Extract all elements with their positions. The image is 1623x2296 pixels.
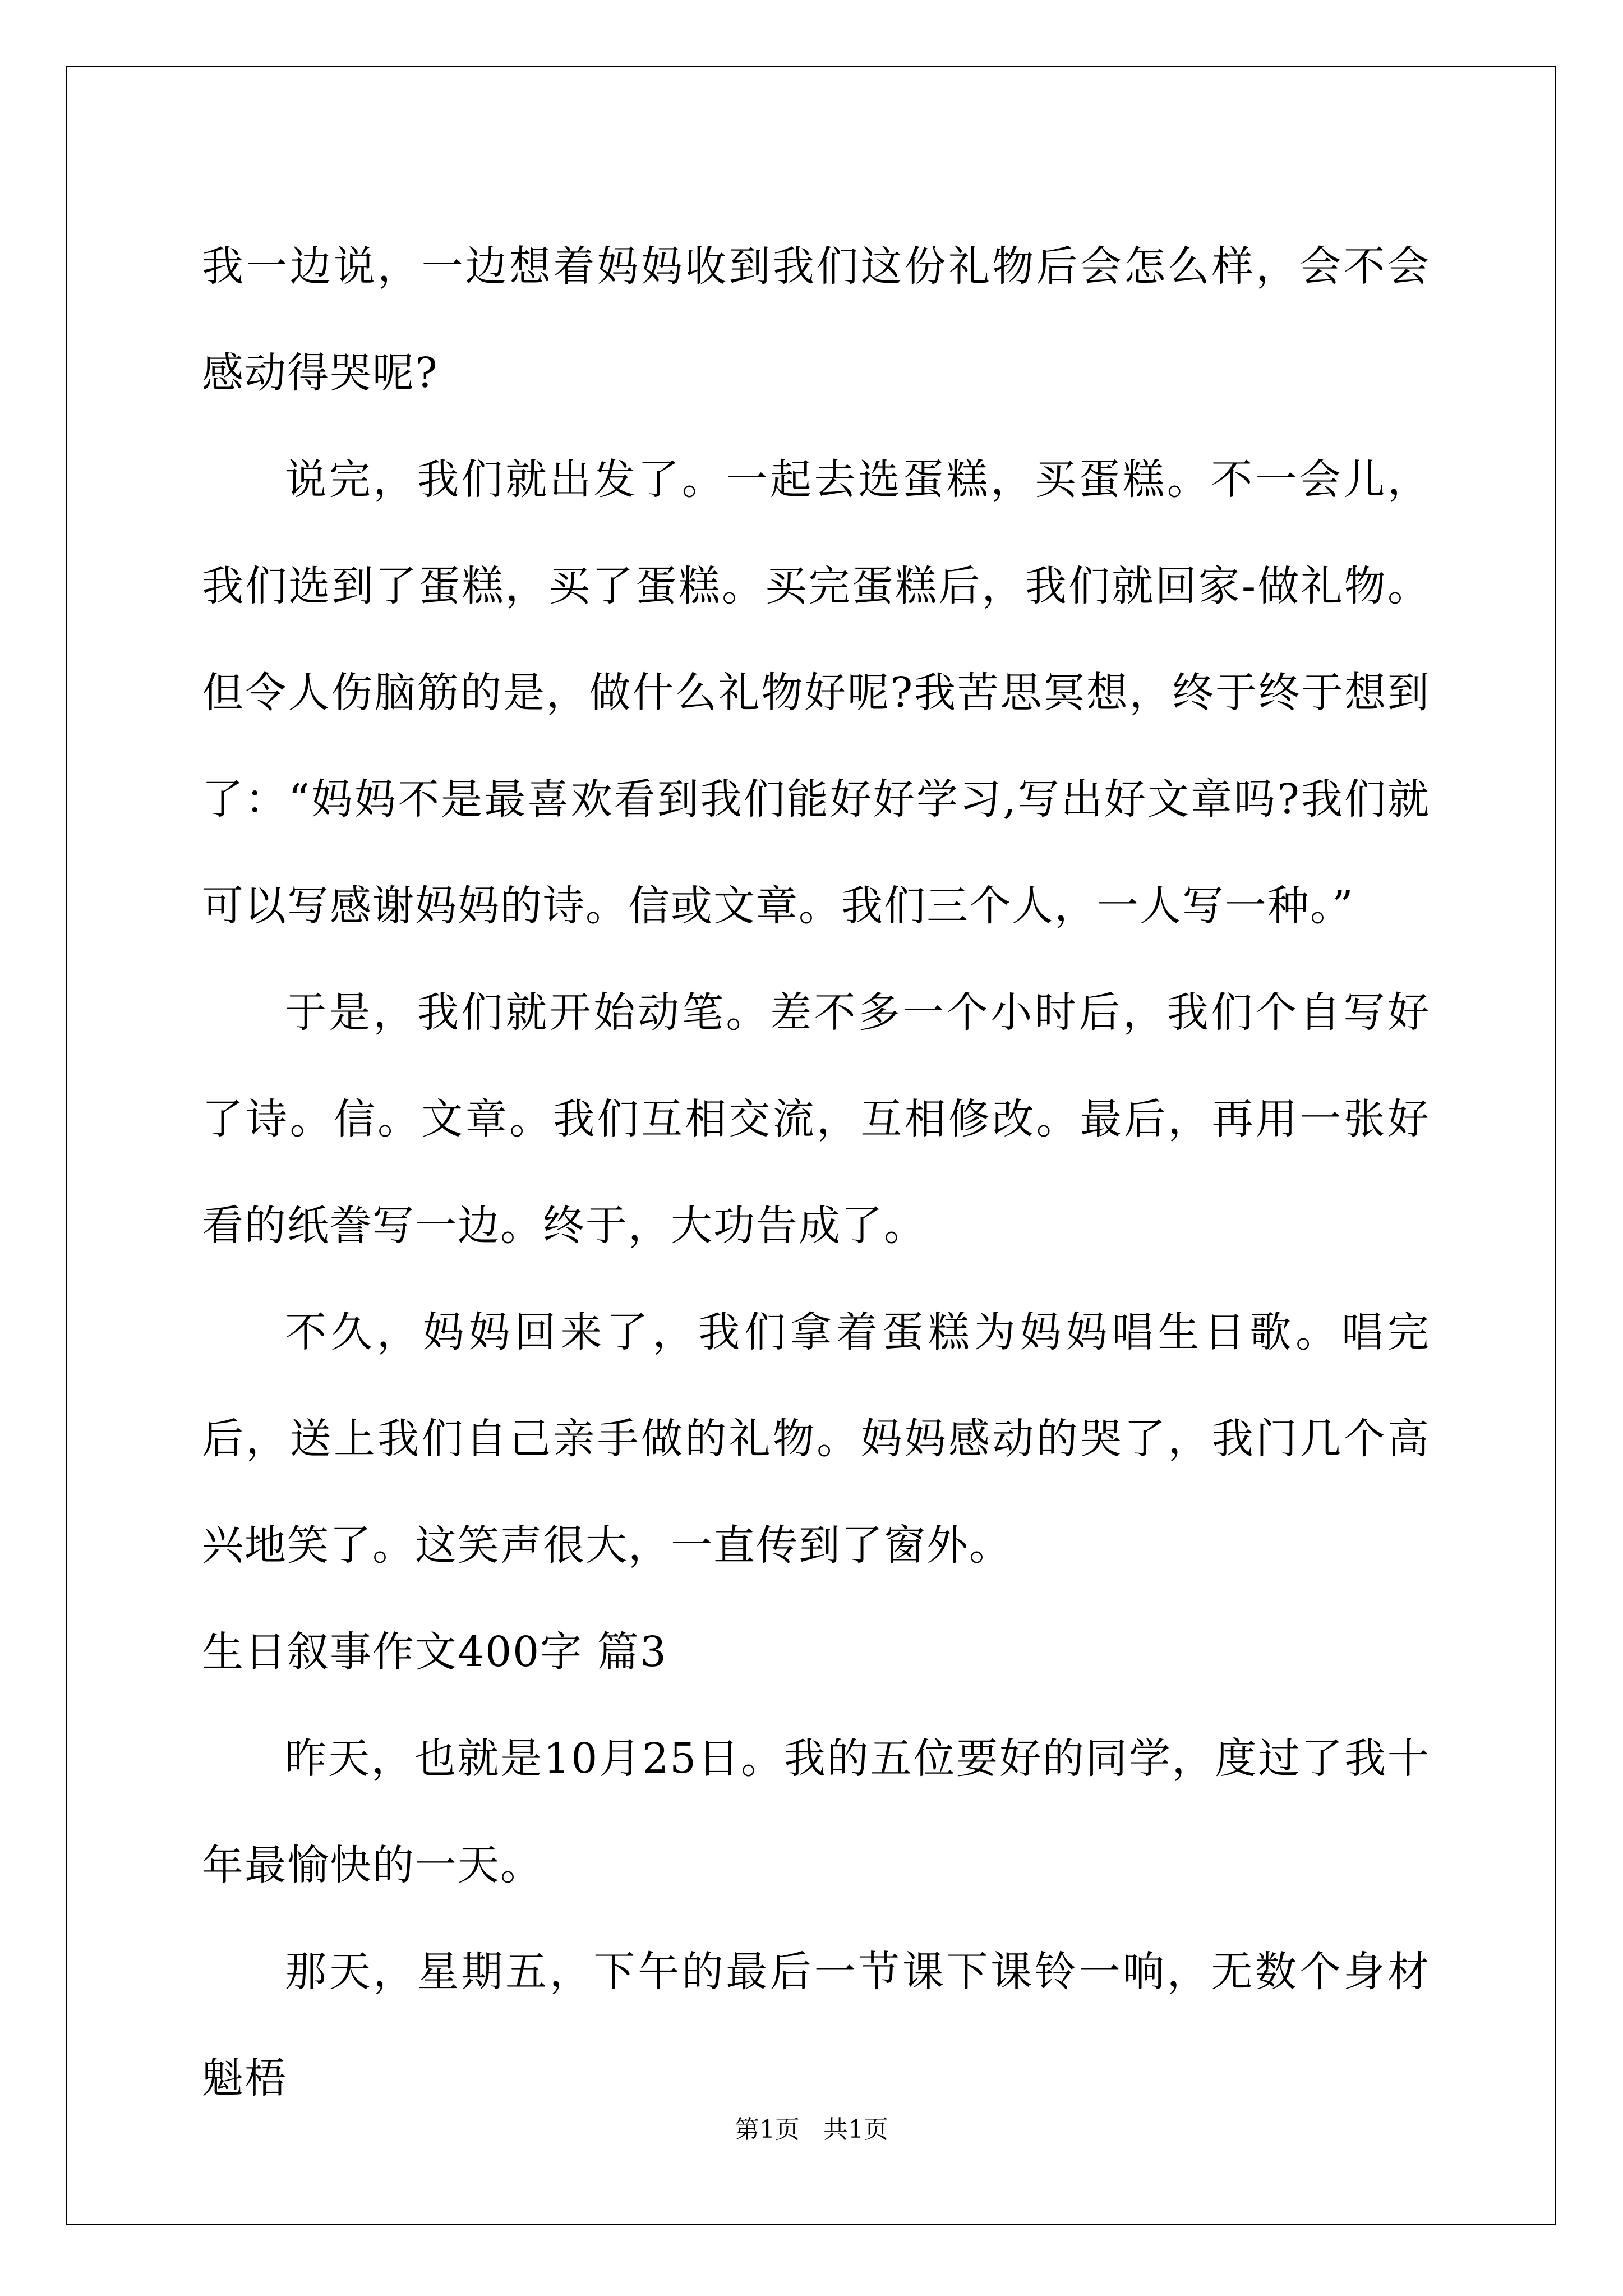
paragraph-2: 说完，我们就出发了。一起去选蛋糕，买蛋糕。不一会儿，我们选到了蛋糕，买了蛋糕。买完蛋糕后，我们就回家-做礼物。但令人伤脑筋的是，做什么礼物好呢?我苦思冥想，终于终于想到了：“妈妈不是最喜欢看到我们能好好学习,写出好文章吗?我们就可以写感谢妈妈的诗。信或文章。我们三个人，一人写一种。” xyxy=(202,455,1430,930)
paragraph-5: 昨天，也就是10月25日。我的五位要好的同学，度过了我十年最愉快的一天。 xyxy=(202,1734,1430,1889)
paragraph-3: 于是，我们就开始动笔。差不多一个小时后，我们个自写好了诗。信。文章。我们互相交流，互相修改。最后，再用一张好看的纸誊写一边。终于，大功告成了。 xyxy=(202,988,1430,1250)
page-footer: 第1页 共1页 xyxy=(735,2115,888,2144)
paragraph-4: 不久，妈妈回来了，我们拿着蛋糕为妈妈唱生日歌。唱完后，送上我们自己亲手做的礼物。妈妈感动的哭了，我门几个高兴地笑了。这笑声很大，一直传到了窗外。 xyxy=(202,1308,1430,1570)
paragraph-1: 我一边说，一边想着妈妈收到我们这份礼物后会怎么样，会不会感动得哭呢? xyxy=(202,242,1430,397)
document-body xyxy=(202,213,1430,2132)
section-heading: 生日叙事作文400字 篇3 xyxy=(202,1628,667,1676)
paragraph-6: 那天，星期五，下午的最后一节课下课铃一响，无数个身材魁梧 xyxy=(202,1948,1430,2102)
